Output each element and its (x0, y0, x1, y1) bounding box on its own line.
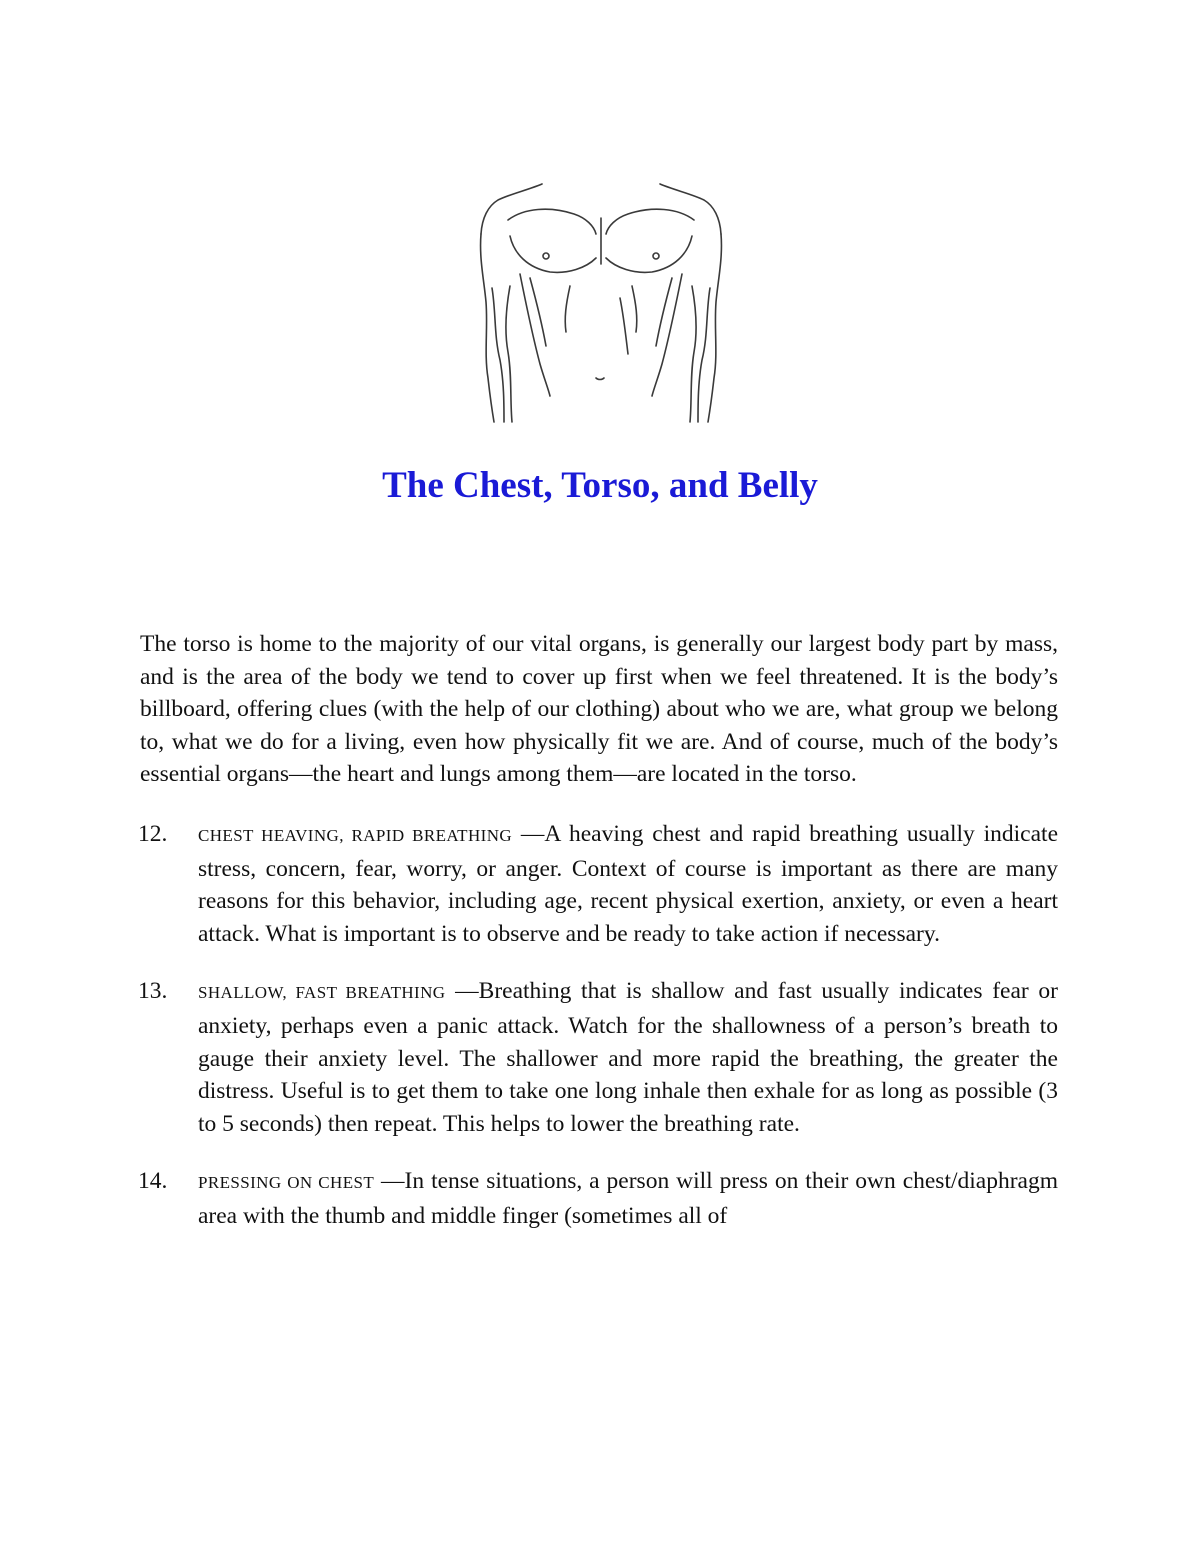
list-item-text: —A heaving chest and rapid breathing usually indicate stress, concern, fear, worry, or anger. Context of course is important as there are many reasons for this behavior, including age, recent physical exertion, anxiety, or even a heart attack. What is important is to observe and be ready to take action if necessary. (198, 820, 1058, 947)
intro-paragraph: The torso is home to the majority of our vital organs, is generally our largest body part by mass, and is the area of the body we tend to cover up first when we feel threatened. It is the body’s billboard, offering clues (with the help of our clothing) about who we are, what group we belong to, what we do for a living, even how physically fit we are. And of course, much of the body’s essential organs—the heart and lungs among them—are located in the torso. (140, 631, 1058, 788)
list-item (140, 975, 1058, 1140)
list-item-term: CHEST HEAVING, RAPID BREATHING (198, 825, 513, 845)
torso-illustration (470, 178, 732, 426)
list-item-term: PRESSING ON CHEST (198, 1173, 375, 1193)
list-item-text: —Breathing that is shallow and fast usually indicates fear or anxiety, perhaps even a panic attack. Watch for the shallowness of a person’s breath to gauge their anxiety level. The shallower and more rapid the breathing, the greater the distress. Useful is to get them to take one long inhale then exhale for as long as possible (3 to 5 seconds) then repeat. This helps to lower the breathing rate. (198, 978, 1058, 1137)
list-item (140, 818, 1058, 950)
list-item-number: 12. (138, 820, 168, 847)
list-item-number: 13. (138, 978, 168, 1005)
list-item-term: SHALLOW, FAST BREATHING (198, 983, 446, 1003)
list-item (140, 1165, 1058, 1232)
list-item-text: —In tense situations, a person will press on their own chest/diaphragm area with the thumb and middle finger (sometimes all of (198, 1168, 1059, 1229)
document-body (140, 628, 1058, 1233)
list-item-number: 14. (138, 1168, 168, 1195)
male-torso-icon (470, 178, 732, 426)
page-title: The Chest, Torso, and Belly (382, 465, 818, 506)
